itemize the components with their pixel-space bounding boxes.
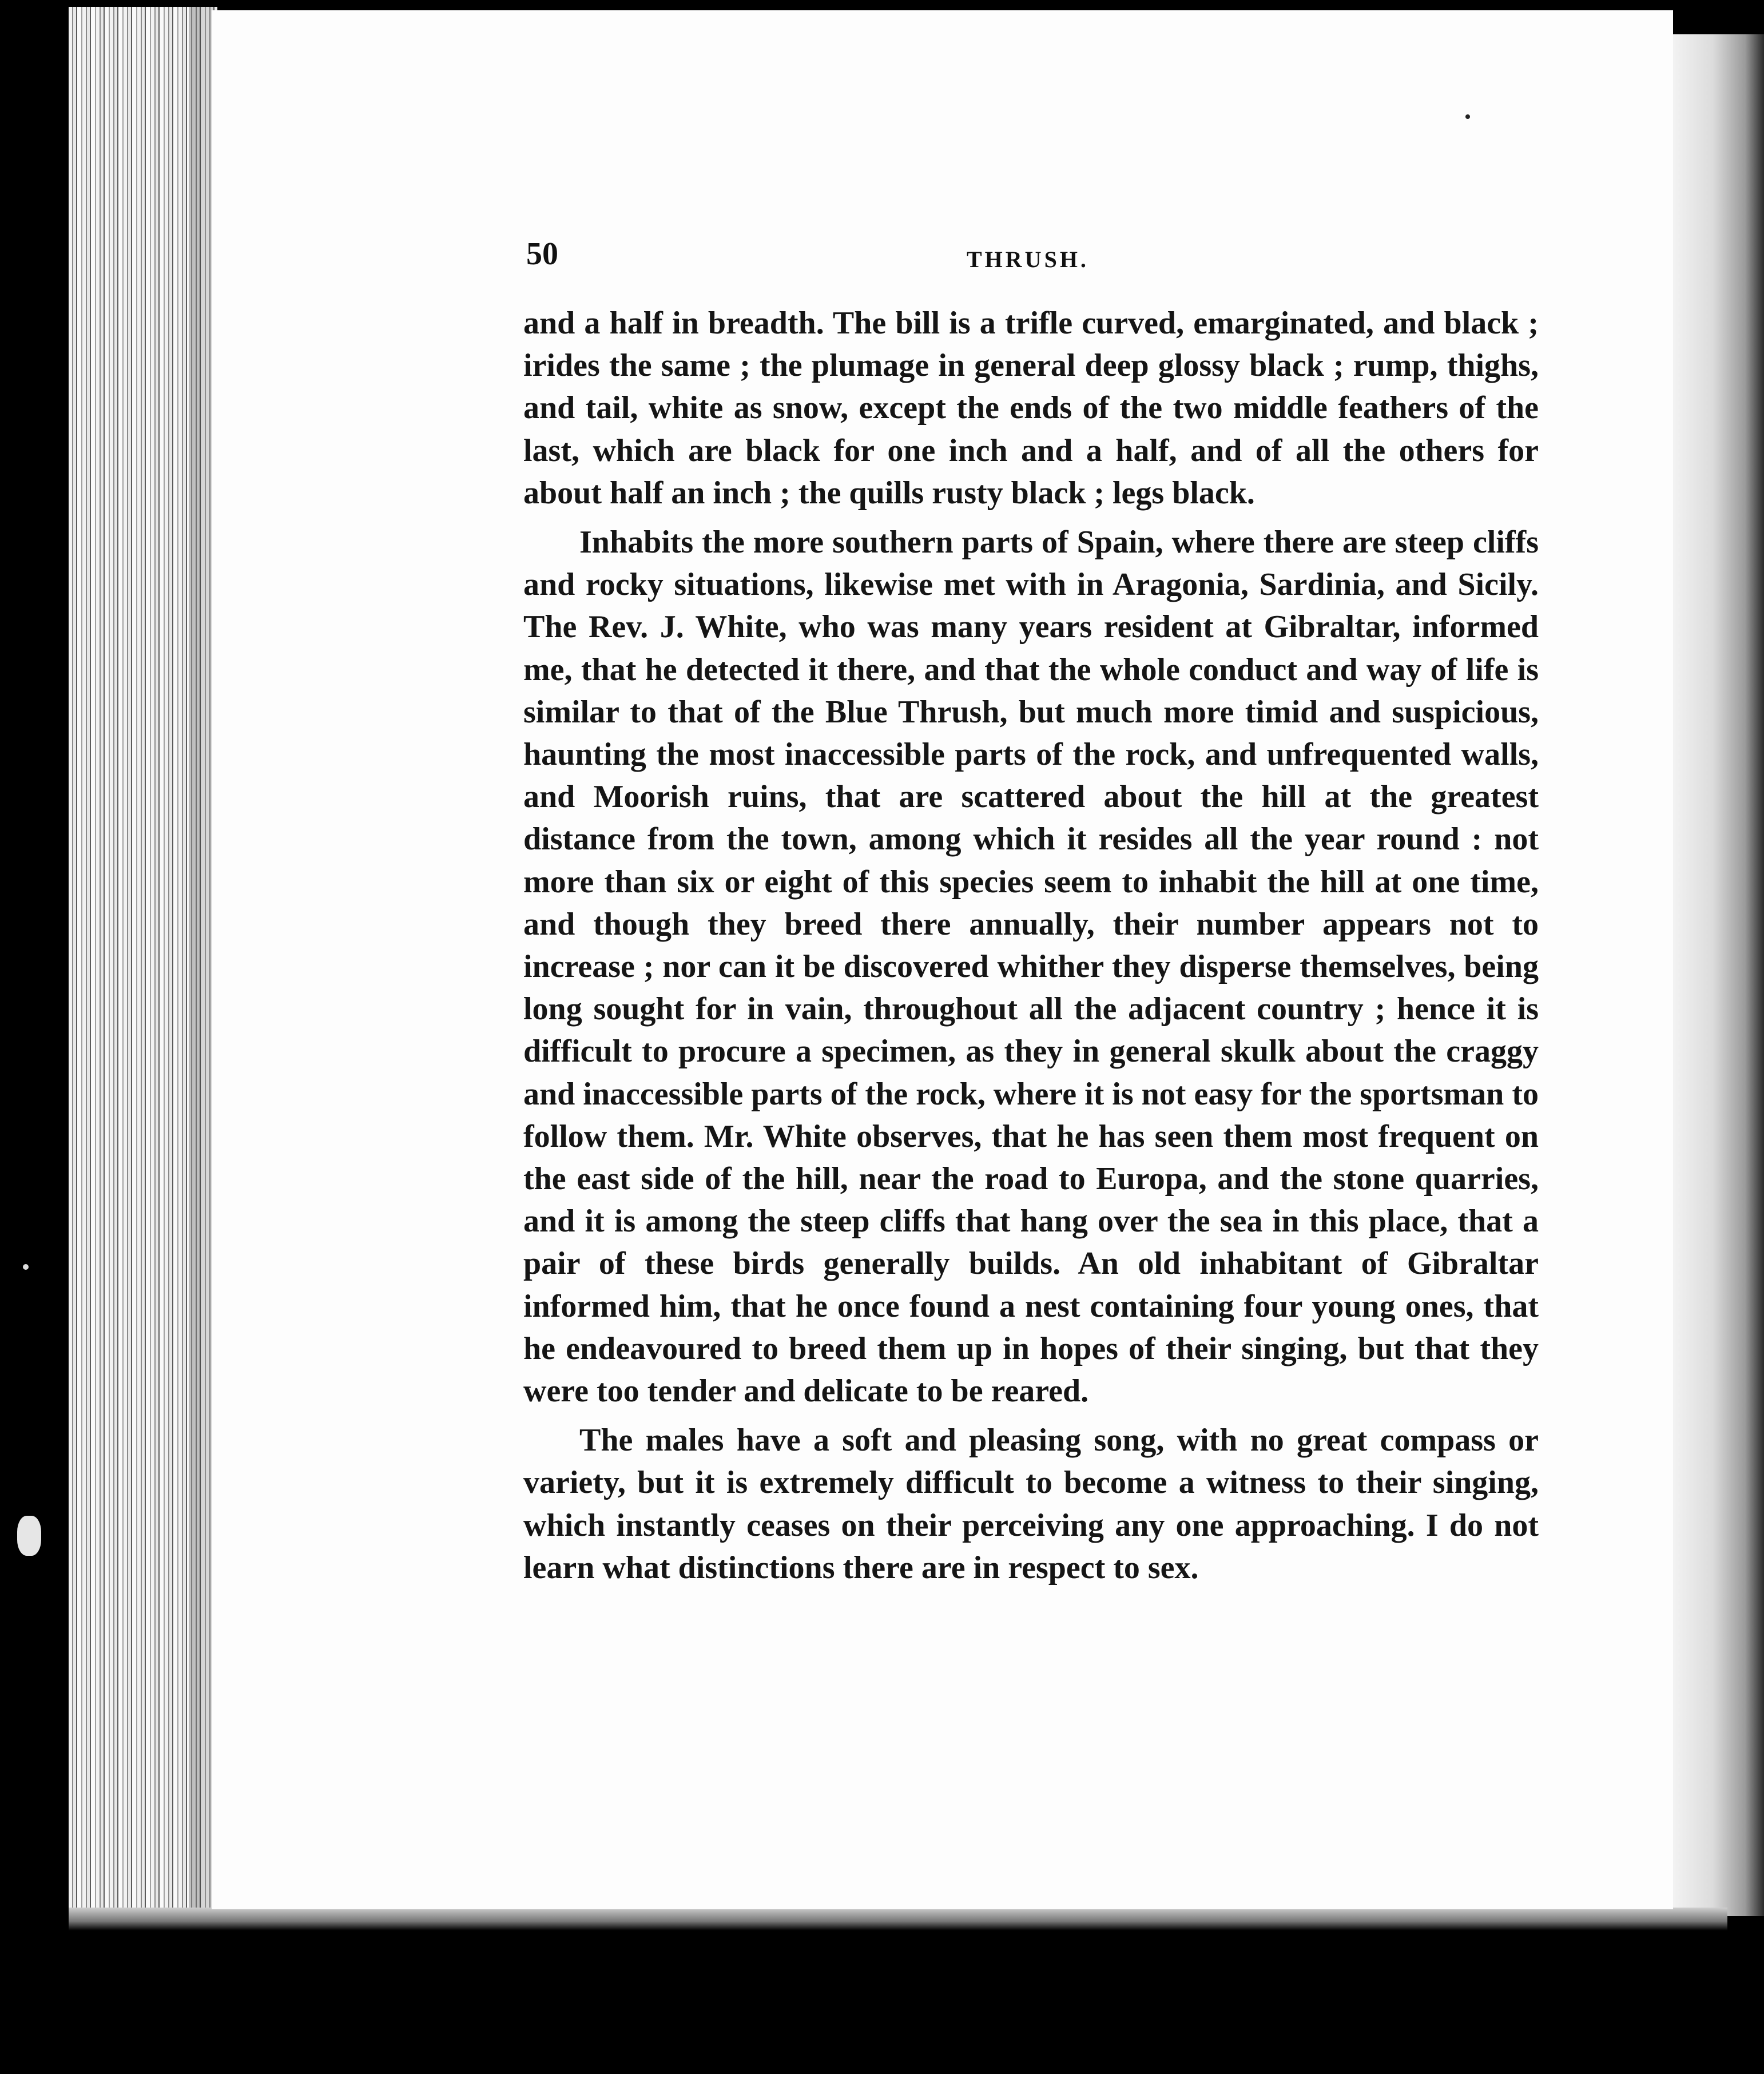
running-head: THRUSH. [967, 247, 1089, 272]
paragraph-2: Inhabits the more southern parts of Spain, where there are steep cliffs and rocky situations, likewise met with in Aragonia, Sardinia, and Sicily. The Rev. J. White, who was many years resident at Gibraltar, informed me, that he detected it there, and that the whole conduct and way of life is similar to that of the Blue Thrush, but much more timid and suspicious, haunting the most inaccessible parts of the rock, and unfrequented walls, and Moorish ruins, that are scattered about the hill at the greatest distance from the town, among which it resides all the year round : not more than six or eight of this species seem to inhabit the hill at one time, and though they breed there annually, their number appears not to increase ; nor can it be discovered whither they disperse themselves, being long sought for in vain, throughout all the adjacent country ; hence it is difficult to procure a specimen, as they in general skulk about the craggy and inaccessible parts of the rock, where it is not easy for the sportsman to follow them. Mr. White observes, that he has seen them most frequent on the east side of the hill, near the road to Europa, and the stone quarries, and it is among the steep cliffs that hang over the sea in this place, that a pair of these birds generally builds. An old inhabitant of Gibraltar informed him, that he once found a nest containing four young ones, that he endeavoured to breed them up in hopes of their singing, but that they were too tender and delicate to be reared. [523, 525, 1539, 1409]
bottom-page-edge [69, 1908, 1727, 1930]
paragraph-3: The males have a soft and pleasing song, with no great compass or variety, but it is extremely difficult to become a witness to their singing, which instantly ceases on their perceiving any one approaching. I do not learn what distinctions there are in respect to sex. [523, 1423, 1539, 1586]
right-page-edge [1670, 34, 1764, 1916]
scan-speck [17, 1516, 41, 1556]
scan-speck [23, 1264, 29, 1270]
paragraph-1: and a half in breadth. The bill is a trifle curved, emarginated, and black ; irides the same ; the plumage in general deep glossy black ; rump, thighs, and tail, white as snow, except the ends of the two middle feathers of the last, which are black for one inch and a half, and of all the others for about half an inch ; the quills rusty black ; legs black. [523, 305, 1539, 511]
body-text [523, 302, 1539, 1589]
page-number: 50 [526, 236, 558, 272]
scan-speck [1465, 114, 1470, 119]
